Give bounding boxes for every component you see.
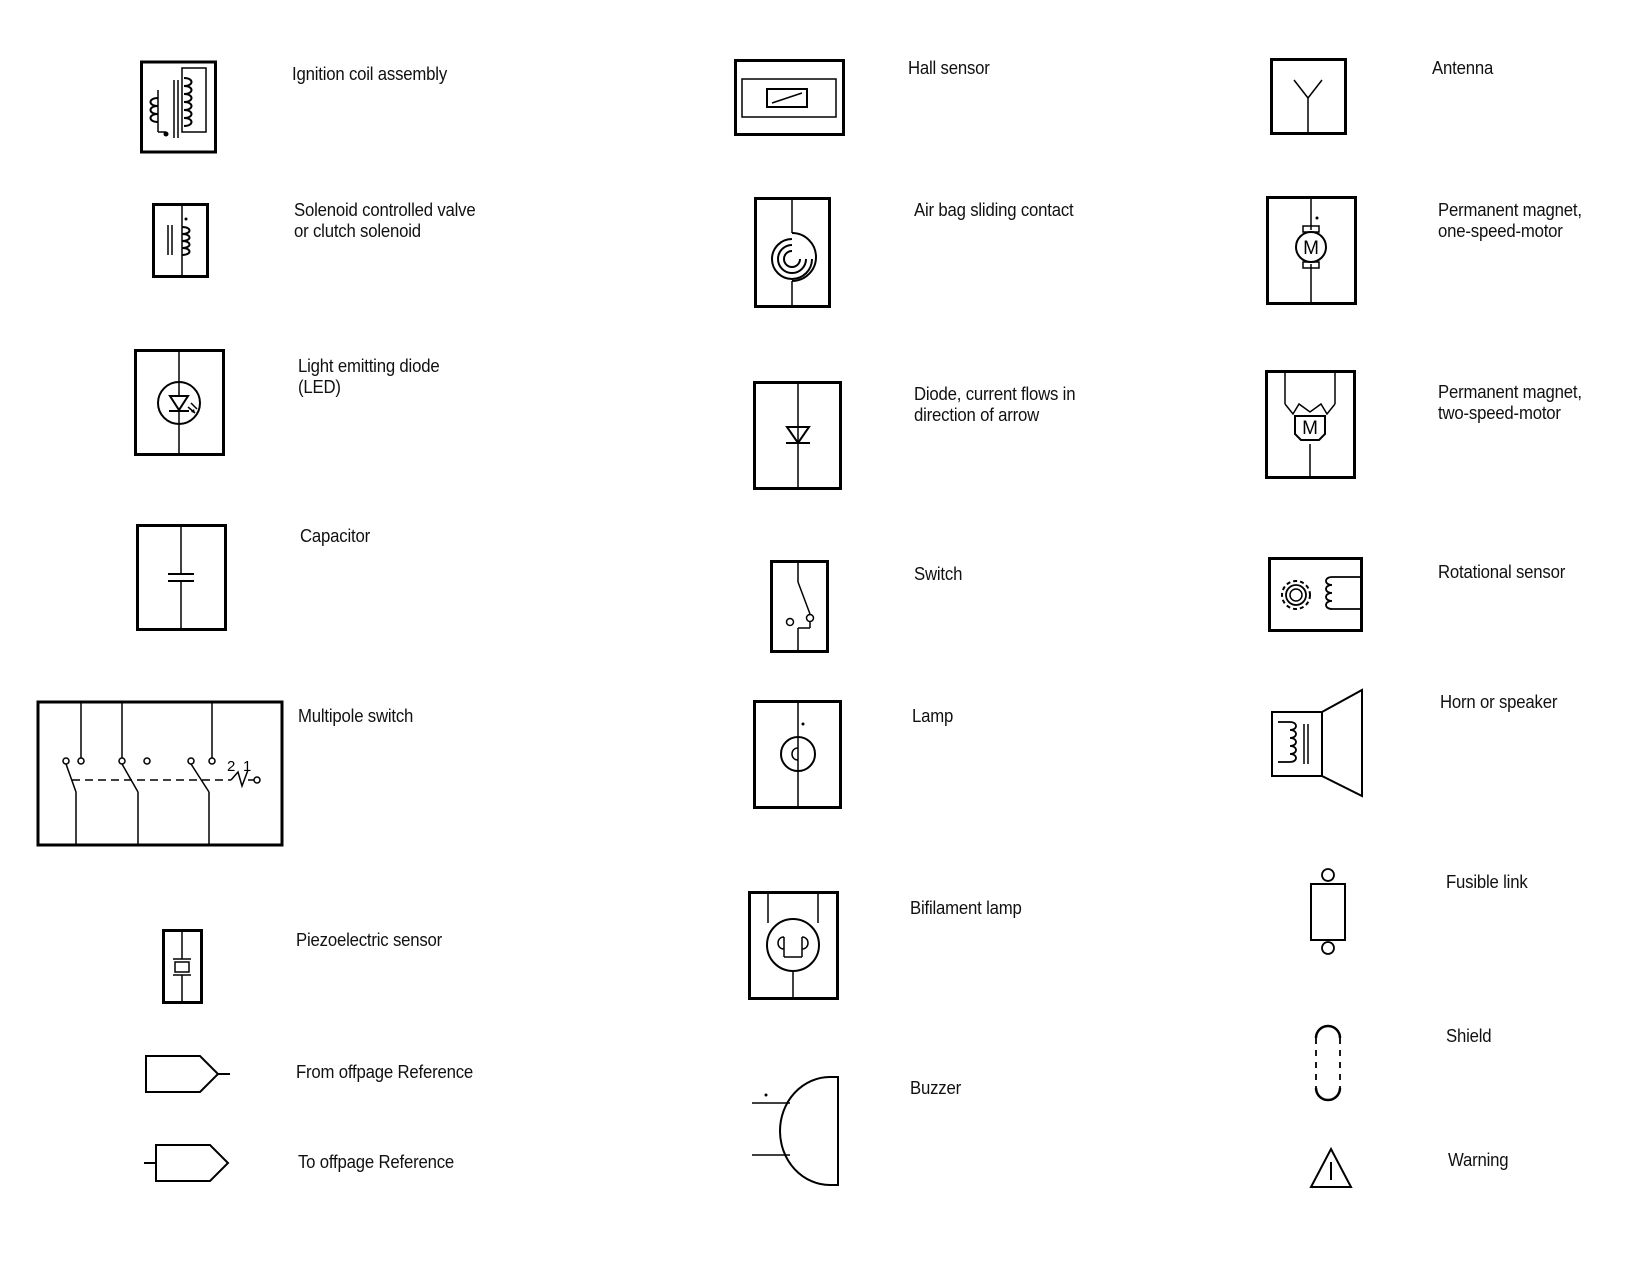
label-lamp: Lamp bbox=[912, 706, 954, 726]
label-pm-one-speed: Permanent magnet, one-speed-motor bbox=[1438, 200, 1582, 241]
label-switch: Switch bbox=[914, 564, 963, 584]
label-fusible-link: Fusible link bbox=[1446, 872, 1528, 892]
label-buzzer: Buzzer bbox=[910, 1078, 961, 1098]
label-shield: Shield bbox=[1446, 1026, 1492, 1046]
label-horn: Horn or speaker bbox=[1440, 692, 1558, 712]
multipole-switch-symbol bbox=[36, 700, 286, 848]
label-rotational-sensor: Rotational sensor bbox=[1438, 562, 1566, 582]
label-multipole-switch: Multipole switch bbox=[298, 706, 414, 726]
warning-icon bbox=[1308, 1146, 1354, 1190]
pm-one-speed-motor-symbol bbox=[1266, 196, 1358, 306]
switch-symbol bbox=[770, 560, 830, 654]
label-from-offpage: From offpage Reference bbox=[296, 1062, 474, 1082]
label-bifilament-lamp: Bifilament lamp bbox=[910, 898, 1022, 918]
buzzer-symbol bbox=[750, 1075, 840, 1187]
label-airbag-contact: Air bag sliding contact bbox=[914, 200, 1074, 220]
ignition-coil-symbol bbox=[140, 60, 220, 156]
multipole-position-1: 1 bbox=[243, 758, 252, 775]
pm-two-speed-motor-symbol bbox=[1265, 370, 1357, 480]
horn-speaker-symbol bbox=[1270, 688, 1366, 798]
to-offpage-symbol bbox=[142, 1143, 232, 1185]
antenna-symbol bbox=[1270, 58, 1348, 136]
label-antenna: Antenna bbox=[1432, 58, 1494, 78]
rotational-sensor-symbol bbox=[1268, 557, 1364, 633]
label-led: Light emitting diode (LED) bbox=[298, 356, 440, 397]
lamp-symbol bbox=[753, 700, 843, 810]
label-warning: Warning bbox=[1448, 1150, 1509, 1170]
fusible-link-symbol bbox=[1308, 866, 1348, 962]
capacitor-symbol bbox=[136, 524, 228, 632]
label-capacitor: Capacitor bbox=[300, 526, 370, 546]
label-ignition-coil: Ignition coil assembly bbox=[292, 64, 448, 84]
bifilament-lamp-symbol bbox=[748, 891, 840, 1001]
from-offpage-symbol bbox=[144, 1054, 234, 1096]
motor-letter-two: M bbox=[1302, 418, 1318, 439]
led-symbol bbox=[134, 349, 226, 457]
motor-letter-one: M bbox=[1303, 238, 1319, 259]
gear-icon bbox=[1282, 581, 1310, 609]
label-pm-two-speed: Permanent magnet, two-speed-motor bbox=[1438, 382, 1582, 423]
diode-symbol bbox=[753, 381, 843, 491]
shield-symbol bbox=[1310, 1018, 1346, 1108]
label-piezo-sensor: Piezoelectric sensor bbox=[296, 930, 443, 950]
multipole-position-2: 2 bbox=[227, 758, 236, 775]
label-hall-sensor: Hall sensor bbox=[908, 58, 990, 78]
solenoid-valve-symbol bbox=[152, 203, 210, 279]
label-solenoid-valve: Solenoid controlled valve or clutch solenoid bbox=[294, 200, 476, 241]
airbag-contact-symbol bbox=[754, 197, 832, 309]
label-diode: Diode, current flows in direction of arrow bbox=[914, 384, 1076, 425]
piezo-sensor-symbol bbox=[162, 929, 204, 1005]
hall-sensor-symbol bbox=[734, 59, 846, 137]
label-to-offpage: To offpage Reference bbox=[298, 1152, 455, 1172]
